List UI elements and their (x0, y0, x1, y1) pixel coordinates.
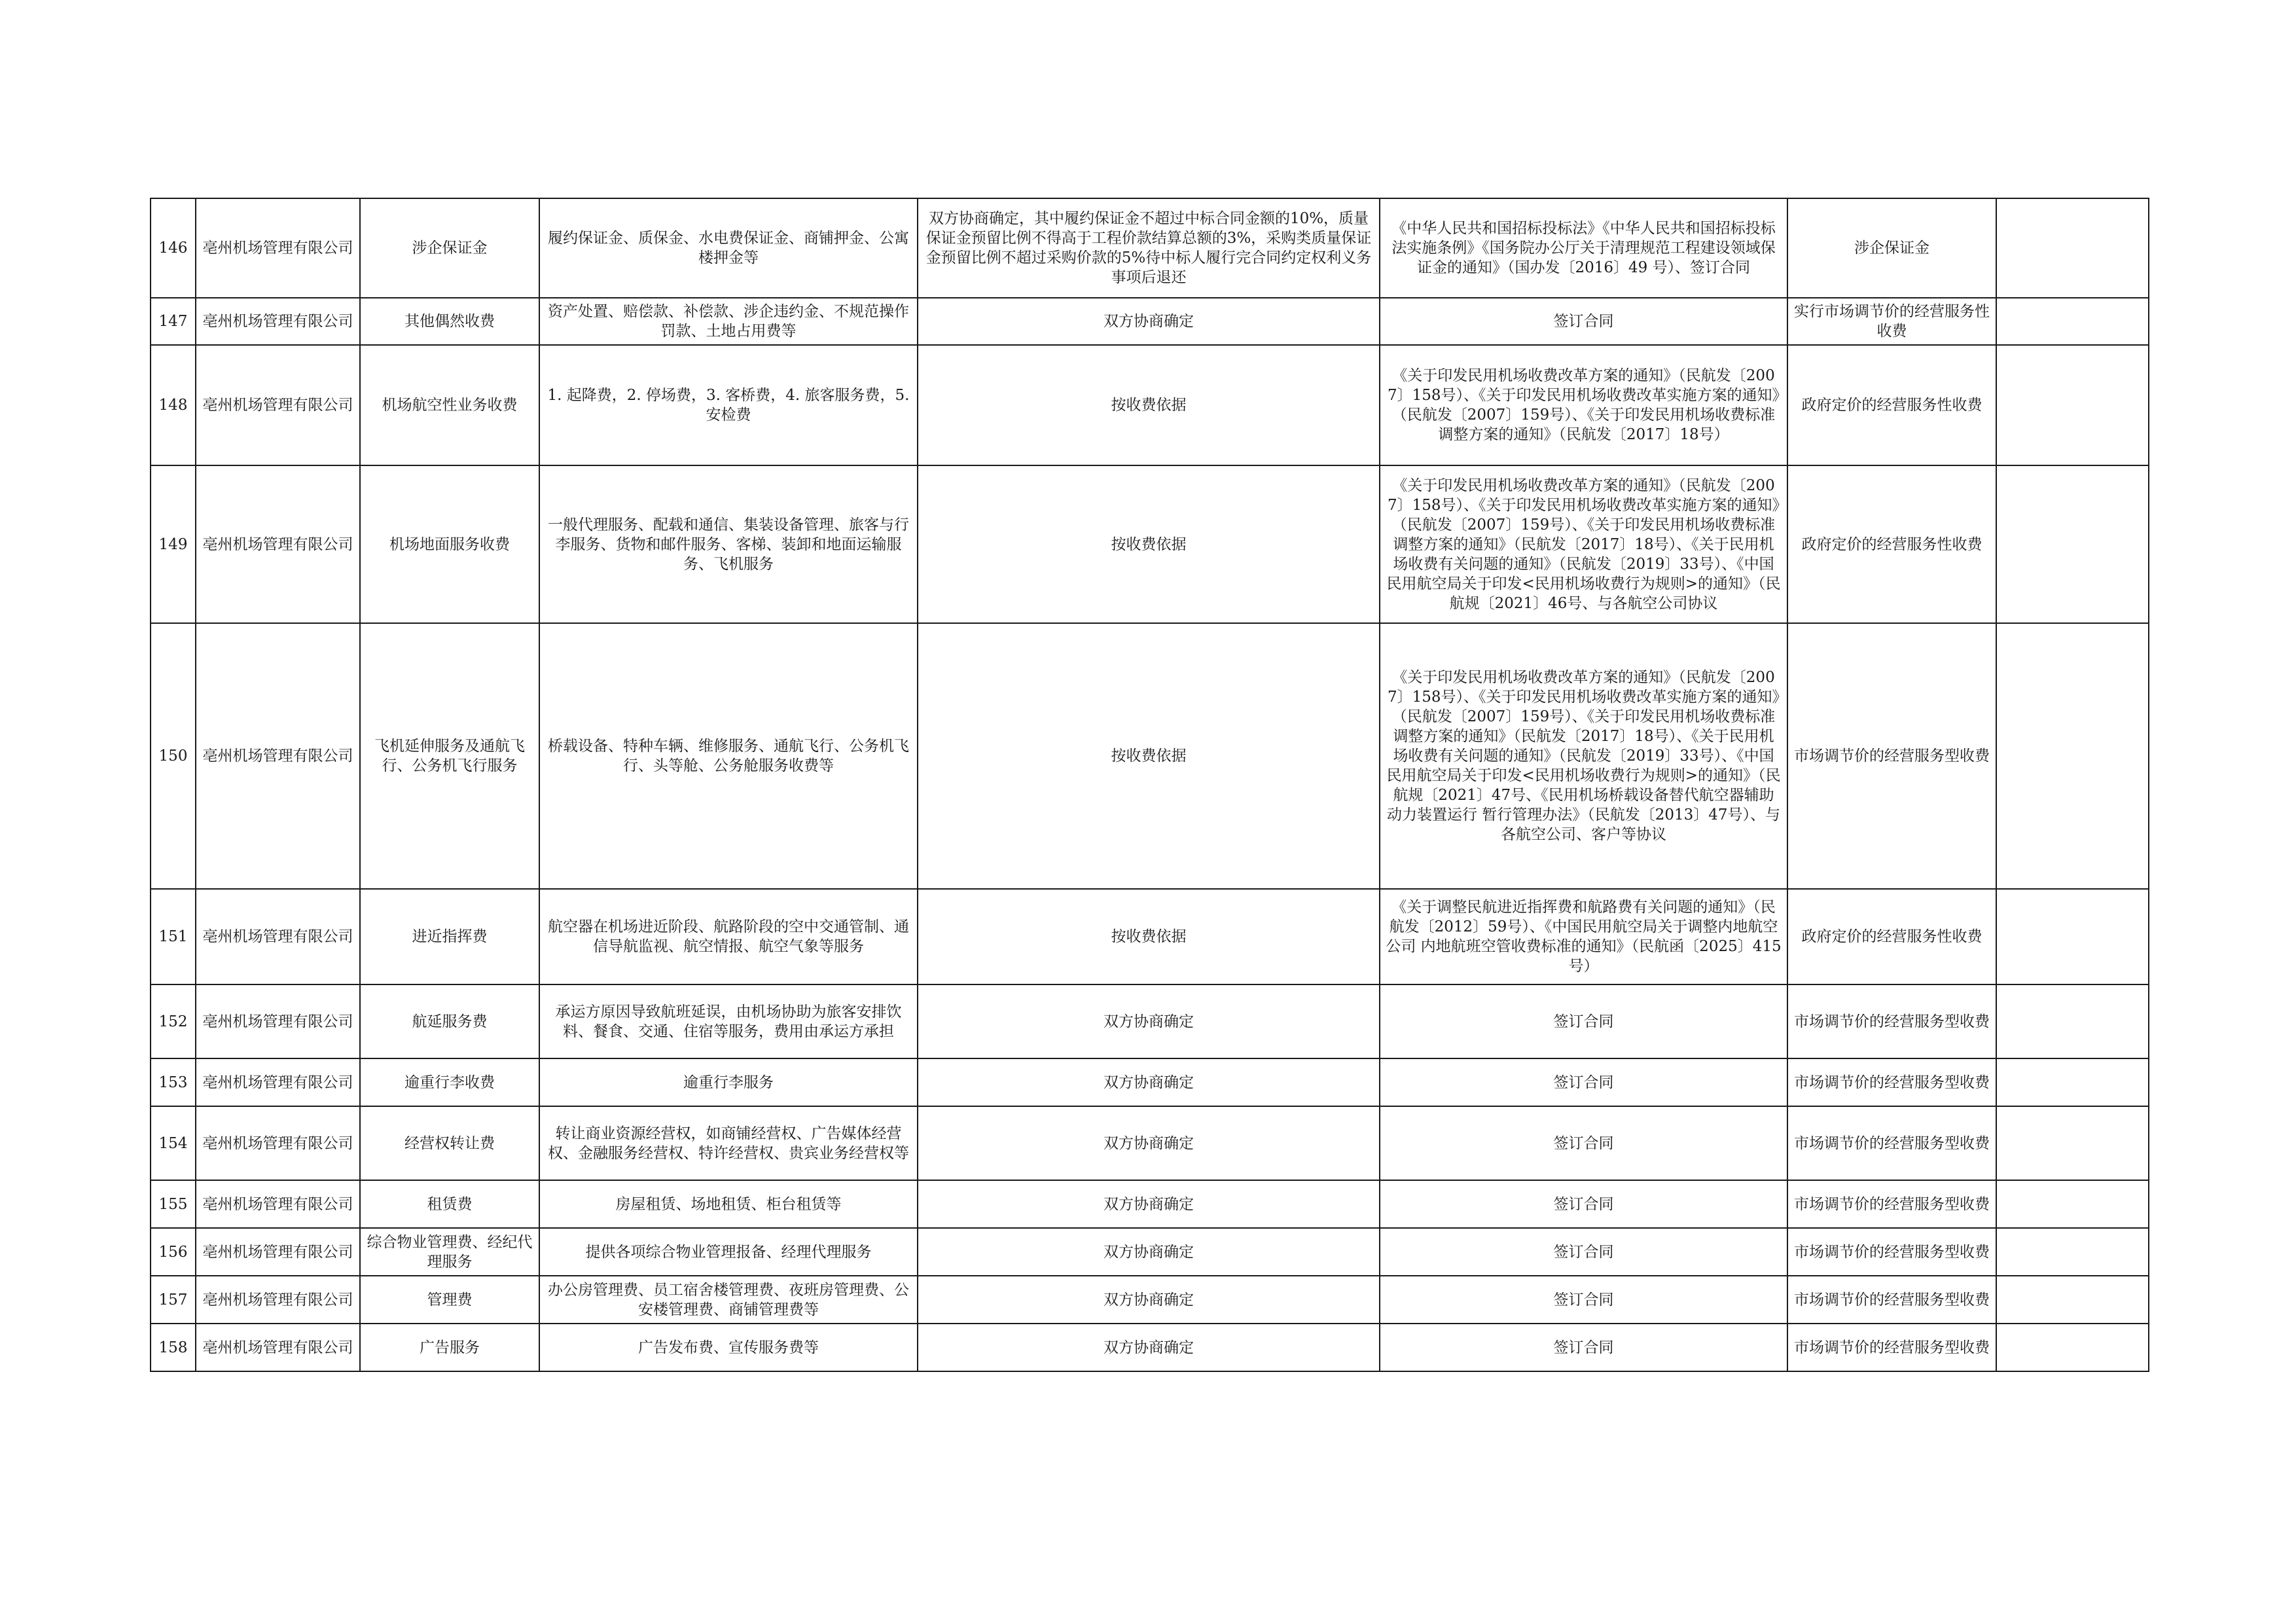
fee-standard-cell: 双方协商确定 (918, 1058, 1380, 1106)
remark-cell (1996, 1276, 2149, 1324)
fee-standard-cell: 双方协商确定 (918, 1324, 1380, 1371)
remark-cell (1996, 984, 2149, 1058)
fee-nature-cell: 政府定价的经营服务性收费 (1787, 889, 1996, 984)
fee-nature-cell: 市场调节价的经营服务型收费 (1787, 1276, 1996, 1324)
fee-item-cell: 进近指挥费 (360, 889, 539, 984)
fee-nature-cell: 政府定价的经营服务性收费 (1787, 465, 1996, 623)
fee-standard-cell: 双方协商确定 (918, 984, 1380, 1058)
fee-content-cell: 航空器在机场进近阶段、航路阶段的空中交通管制、通信导航监视、航空情报、航空气象等服务 (539, 889, 918, 984)
table-row (151, 623, 2149, 889)
remark-cell (1996, 345, 2149, 465)
fee-basis-cell: 《关于印发民用机场收费改革方案的通知》（民航发〔2007〕158号）、《关于印发民用机场收费改革实施方案的通知》（民航发〔2007〕159号）、《关于印发民用机场收费标准调整方案的通知》（民航发〔2017〕18号） (1380, 345, 1787, 465)
fee-item-cell: 机场地面服务收费 (360, 465, 539, 623)
table-body (151, 198, 2149, 1371)
fee-basis-cell: 《中华人民共和国招标投标法》《中华人民共和国招标投标法实施条例》《国务院办公厅关于清理规范工程建设领域保证金的通知》（国办发〔2016〕49 号）、签订合同 (1380, 198, 1787, 298)
fee-nature-cell: 市场调节价的经营服务型收费 (1787, 1106, 1996, 1180)
fee-basis-cell: 签订合同 (1380, 1180, 1787, 1228)
table-row (151, 984, 2149, 1058)
row-number: 146 (151, 198, 196, 298)
remark-cell (1996, 889, 2149, 984)
table-row (151, 889, 2149, 984)
fee-basis-cell: 签订合同 (1380, 1276, 1787, 1324)
fee-basis-cell: 签订合同 (1380, 298, 1787, 345)
table-row (151, 1058, 2149, 1106)
fee-item-cell: 其他偶然收费 (360, 298, 539, 345)
table-row (151, 1106, 2149, 1180)
fee-item-cell: 涉企保证金 (360, 198, 539, 298)
row-number: 157 (151, 1276, 196, 1324)
remark-cell (1996, 1324, 2149, 1371)
company-cell: 亳州机场管理有限公司 (196, 623, 360, 889)
fee-item-cell: 飞机延伸服务及通航飞行、公务机飞行服务 (360, 623, 539, 889)
company-cell: 亳州机场管理有限公司 (196, 1276, 360, 1324)
table-row (151, 198, 2149, 298)
fee-content-cell: 1. 起降费，2. 停场费，3. 客桥费，4. 旅客服务费，5. 安检费 (539, 345, 918, 465)
fee-item-cell: 租赁费 (360, 1180, 539, 1228)
fee-item-cell: 航延服务费 (360, 984, 539, 1058)
fee-basis-cell: 签订合同 (1380, 984, 1787, 1058)
fee-standard-cell: 双方协商确定 (918, 298, 1380, 345)
row-number: 155 (151, 1180, 196, 1228)
fee-content-cell: 资产处置、赔偿款、补偿款、涉企违约金、不规范操作罚款、土地占用费等 (539, 298, 918, 345)
fee-standard-cell: 双方协商确定，其中履约保证金不超过中标合同金额的10%，质量保证金预留比例不得高于工程价款结算总额的3%，采购类质量保证金预留比例不超过采购价款的5%待中标人履行完合同约定权利义务事项后退还 (918, 198, 1380, 298)
table-row (151, 345, 2149, 465)
fee-basis-cell: 《关于印发民用机场收费改革方案的通知》（民航发〔2007〕158号）、《关于印发民用机场收费改革实施方案的通知》（民航发〔2007〕159号）、《关于印发民用机场收费标准调整方案的通知》（民航发〔2017〕18号）、《关于民用机场收费有关问题的通知》（民航发〔2019〕33号）、《中国民用航空局关于印发<民用机场收费行为规则>的通知》（民航规〔2021〕47号、《民用机场桥载设备替代航空器辅助动力装置运行 暂行管理办法》（民航发〔2013〕47号）、与各航空公司、客户等协议 (1380, 623, 1787, 889)
table-row (151, 1228, 2149, 1276)
fee-standard-cell: 按收费依据 (918, 889, 1380, 984)
fee-content-cell: 承运方原因导致航班延误，由机场协助为旅客安排饮料、餐食、交通、住宿等服务，费用由承运方承担 (539, 984, 918, 1058)
fee-item-cell: 管理费 (360, 1276, 539, 1324)
fee-standard-cell: 双方协商确定 (918, 1276, 1380, 1324)
row-number: 158 (151, 1324, 196, 1371)
remark-cell (1996, 623, 2149, 889)
table-row (151, 1276, 2149, 1324)
company-cell: 亳州机场管理有限公司 (196, 198, 360, 298)
row-number: 147 (151, 298, 196, 345)
row-number: 152 (151, 984, 196, 1058)
company-cell: 亳州机场管理有限公司 (196, 1228, 360, 1276)
fee-basis-cell: 签订合同 (1380, 1324, 1787, 1371)
fee-basis-cell: 签订合同 (1380, 1228, 1787, 1276)
company-cell: 亳州机场管理有限公司 (196, 345, 360, 465)
fee-nature-cell: 市场调节价的经营服务型收费 (1787, 1058, 1996, 1106)
fee-standard-cell: 双方协商确定 (918, 1228, 1380, 1276)
row-number: 156 (151, 1228, 196, 1276)
remark-cell (1996, 1058, 2149, 1106)
company-cell: 亳州机场管理有限公司 (196, 1180, 360, 1228)
remark-cell (1996, 1228, 2149, 1276)
fee-nature-cell: 市场调节价的经营服务型收费 (1787, 1324, 1996, 1371)
fee-content-cell: 桥载设备、特种车辆、维修服务、通航飞行、公务机飞行、头等舱、公务舱服务收费等 (539, 623, 918, 889)
fee-content-cell: 转让商业资源经营权，如商铺经营权、广告媒体经营权、金融服务经营权、特许经营权、贵宾业务经营权等 (539, 1106, 918, 1180)
fee-nature-cell: 涉企保证金 (1787, 198, 1996, 298)
company-cell: 亳州机场管理有限公司 (196, 298, 360, 345)
remark-cell (1996, 198, 2149, 298)
company-cell: 亳州机场管理有限公司 (196, 1058, 360, 1106)
fee-standard-cell: 双方协商确定 (918, 1180, 1380, 1228)
fee-basis-cell: 《关于印发民用机场收费改革方案的通知》（民航发〔2007〕158号）、《关于印发民用机场收费改革实施方案的通知》（民航发〔2007〕159号）、《关于印发民用机场收费标准调整方案的通知》（民航发〔2017〕18号）、《关于民用机场收费有关问题的通知》（民航发〔2019〕33号）、《中国民用航空局关于印发<民用机场收费行为规则>的通知》（民航规〔2021〕46号、与各航空公司协议 (1380, 465, 1787, 623)
fee-item-cell: 经营权转让费 (360, 1106, 539, 1180)
row-number: 154 (151, 1106, 196, 1180)
row-number: 149 (151, 465, 196, 623)
company-cell: 亳州机场管理有限公司 (196, 1324, 360, 1371)
row-number: 153 (151, 1058, 196, 1106)
fee-item-cell: 逾重行李收费 (360, 1058, 539, 1106)
fee-content-cell: 办公房管理费、员工宿舍楼管理费、夜班房管理费、公安楼管理费、商铺管理费等 (539, 1276, 918, 1324)
table-row (151, 465, 2149, 623)
fee-nature-cell: 市场调节价的经营服务型收费 (1787, 623, 1996, 889)
fee-item-cell: 广告服务 (360, 1324, 539, 1371)
fee-table (150, 198, 2149, 1372)
fee-item-cell: 综合物业管理费、经纪代理服务 (360, 1228, 539, 1276)
fee-standard-cell: 按收费依据 (918, 345, 1380, 465)
fee-nature-cell: 市场调节价的经营服务型收费 (1787, 984, 1996, 1058)
fee-basis-cell: 签订合同 (1380, 1106, 1787, 1180)
fee-content-cell: 提供各项综合物业管理报备、经理代理服务 (539, 1228, 918, 1276)
remark-cell (1996, 298, 2149, 345)
row-number: 148 (151, 345, 196, 465)
fee-nature-cell: 政府定价的经营服务性收费 (1787, 345, 1996, 465)
fee-standard-cell: 按收费依据 (918, 623, 1380, 889)
company-cell: 亳州机场管理有限公司 (196, 465, 360, 623)
fee-basis-cell: 签订合同 (1380, 1058, 1787, 1106)
remark-cell (1996, 465, 2149, 623)
fee-item-cell: 机场航空性业务收费 (360, 345, 539, 465)
table-row (151, 298, 2149, 345)
fee-content-cell: 逾重行李服务 (539, 1058, 918, 1106)
company-cell: 亳州机场管理有限公司 (196, 1106, 360, 1180)
table-row (151, 1324, 2149, 1371)
fee-nature-cell: 市场调节价的经营服务型收费 (1787, 1180, 1996, 1228)
company-cell: 亳州机场管理有限公司 (196, 889, 360, 984)
table-row (151, 1180, 2149, 1228)
remark-cell (1996, 1180, 2149, 1228)
fee-content-cell: 房屋租赁、场地租赁、柜台租赁等 (539, 1180, 918, 1228)
fee-nature-cell: 市场调节价的经营服务型收费 (1787, 1228, 1996, 1276)
company-cell: 亳州机场管理有限公司 (196, 984, 360, 1058)
row-number: 151 (151, 889, 196, 984)
remark-cell (1996, 1106, 2149, 1180)
fee-content-cell: 一般代理服务、配载和通信、集装设备管理、旅客与行李服务、货物和邮件服务、客梯、装卸和地面运输服务、飞机服务 (539, 465, 918, 623)
fee-content-cell: 广告发布费、宣传服务费等 (539, 1324, 918, 1371)
fee-content-cell: 履约保证金、质保金、水电费保证金、商铺押金、公寓楼押金等 (539, 198, 918, 298)
fee-nature-cell: 实行市场调节价的经营服务性收费 (1787, 298, 1996, 345)
fee-standard-cell: 双方协商确定 (918, 1106, 1380, 1180)
fee-standard-cell: 按收费依据 (918, 465, 1380, 623)
fee-basis-cell: 《关于调整民航进近指挥费和航路费有关问题的通知》（民航发〔2012〕59号）、《中国民用航空局关于调整内地航空公司 内地航班空管收费标准的通知》（民航函〔2025〕415号） (1380, 889, 1787, 984)
row-number: 150 (151, 623, 196, 889)
